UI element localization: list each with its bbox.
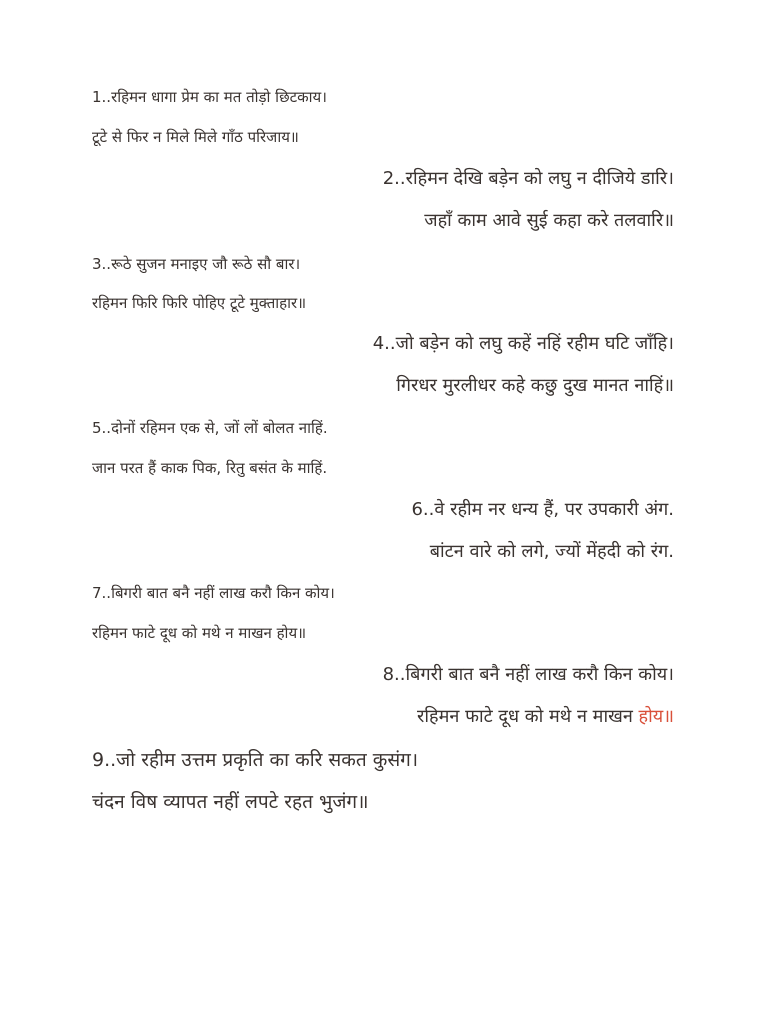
couplet-5-line-2: जान परत हैं काक पिक, रितु बसंत के माहिं.	[92, 459, 328, 477]
couplet-8-line-2	[417, 708, 674, 726]
couplet-7-line-1: 7..बिगरी बात बनै नहीं लाख करौ किन कोय।	[92, 584, 335, 602]
couplet-2-line-1: 2..रहिमन देखि बड़ेन को लघु न दीजिये डारि।	[382, 168, 674, 189]
couplet-8-line-2-highlight: होय॥	[638, 706, 674, 727]
couplet-4-line-1: 4..जो बड़ेन को लघु कहें नहिं रहीम घटि जाँहि।	[372, 333, 674, 354]
couplet-8-line-2-main: रहिमन फाटे दूध को मथे न माखन	[417, 706, 639, 727]
couplet-2-line-2: जहाँ काम आवे सुई कहा करे तलवारि॥	[424, 210, 674, 231]
couplet-1-line-2: टूटे से फिर न मिले मिले गाँठ परिजाय॥	[92, 128, 299, 146]
couplet-9-line-2: चंदन विष व्यापत नहीं लपटे रहत भुजंग॥	[92, 791, 369, 813]
couplet-3-line-1: 3..रूठे सुजन मनाइए जौ रूठे सौ बार।	[92, 255, 301, 273]
couplet-6-line-1: 6..वे रहीम नर धन्य हैं, पर उपकारी अंग.	[411, 499, 674, 520]
couplet-7-line-2: रहिमन फाटे दूध को मथे न माखन होय॥	[92, 624, 307, 642]
couplet-6-line-2: बांटन वारे को लगे, ज्यों मेंहदी को रंग.	[429, 541, 674, 562]
couplet-4-line-2: गिरधर मुरलीधर कहे कछु दुख मानत नाहिं॥	[396, 375, 674, 396]
couplet-9-line-1: 9..जो रहीम उत्तम प्रकृति का करि सकत कुसंग।	[92, 749, 419, 771]
couplet-5-line-1: 5..दोनों रहिमन एक से, जों लों बोलत नाहिं.	[92, 419, 328, 437]
couplet-8-line-1: 8..बिगरी बात बनै नहीं लाख करौ किन कोय।	[382, 664, 674, 685]
couplet-1-line-1: 1..रहिमन धागा प्रेम का मत तोड़ो छिटकाय।	[92, 88, 327, 106]
couplet-3-line-2: रहिमन फिरि फिरि पोहिए टूटे मुक्ताहार॥	[92, 294, 307, 312]
